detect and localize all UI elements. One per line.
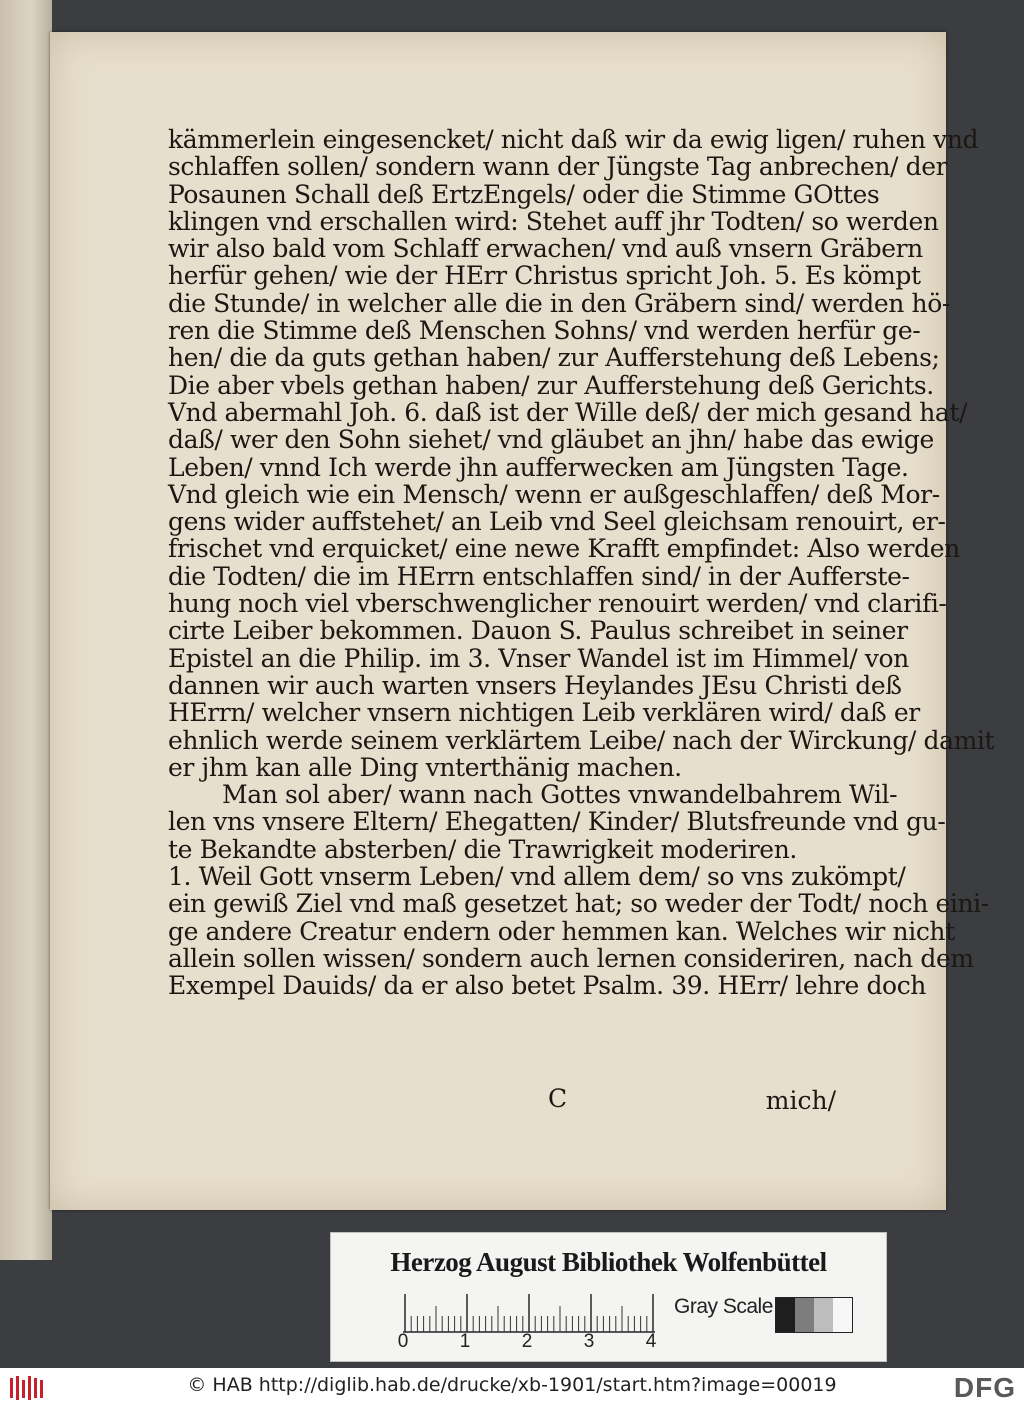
viewer-footer [0, 1368, 1024, 1406]
text-line: Man sol aber/ wann nach Gottes vnwandelbahrem Wil- [222, 780, 898, 810]
ruler-labels [397, 1331, 667, 1355]
previous-page-edge [0, 0, 52, 1260]
scale-ruler [403, 1293, 659, 1333]
text-line: ge andere Creatur endern oder hemmen kan. Welches wir nicht [168, 916, 955, 946]
text-line: daß/ wer den Sohn siehet/ vnd gläubet an jhn/ habe das ewige [168, 425, 934, 455]
page-footer-row [168, 1084, 836, 1114]
text-line: wir also bald vom Schlaff erwachen/ vnd auß vnsern Gräbern [168, 234, 923, 264]
text-line: te Bekandte absterben/ die Trawrigkeit moderiren. [168, 834, 797, 864]
text-line: Vnd abermahl Joh. 6. daß ist der Wille deß/ der mich gesand hat/ [168, 397, 968, 427]
text-line: ehnlich werde seinem verklärtem Leibe/ nach der Wirckung/ damit [168, 725, 995, 755]
source-link[interactable]: © HAB http://diglib.hab.de/drucke/xb-1901/start.htm?image=00019 [187, 1374, 837, 1396]
gray-scale-label: Gray Scale [674, 1295, 773, 1318]
signature-mark: C [548, 1084, 568, 1113]
text-line: hen/ die da guts gethan haben/ zur Aufferstehung deß Lebens; [168, 343, 940, 373]
text-line: 1. Weil Gott vnserm Leben/ vnd allem dem/ so vns zukömpt/ [168, 862, 906, 892]
text-line: len vns vnsere Eltern/ Ehegatten/ Kinder/ Blutsfreunde vnd gu- [168, 807, 946, 837]
gray-swatch [776, 1298, 795, 1332]
text-line: HErrn/ welcher vnsern nichtigen Leib verklären wird/ daß er [168, 698, 920, 728]
ruler-number: 4 [645, 1331, 657, 1352]
library-name: Herzog August Bibliothek Wolfenbüttel [390, 1247, 827, 1277]
text-line: schlaffen sollen/ sondern wann der Jüngste Tag anbrechen/ der [168, 152, 948, 182]
gray-swatch [814, 1298, 833, 1332]
text-line: ein gewiß Ziel vnd maß gesetzet hat; so weder der Todt/ noch eini- [168, 889, 989, 919]
text-line: cirte Leiber bekommen. Dauon S. Paulus schreibet in seiner [168, 616, 908, 646]
text-line: kämmerlein eingesencket/ nicht daß wir da ewig ligen/ ruhen vnd [168, 125, 979, 154]
text-line: die Todten/ die im HErrn entschlaffen sind/ in der Aufferste- [168, 561, 910, 591]
ruler-number: 0 [397, 1331, 409, 1352]
gray-swatch [795, 1298, 814, 1332]
text-line: er jhm kan alle Ding vnterthänig machen. [168, 752, 682, 782]
text-line: Exempel Dauids/ da er also betet Psalm. 39. HErr/ lehre doch [168, 971, 926, 1001]
text-line: Vnd gleich wie ein Mensch/ wenn er außgeschlaffen/ deß Mor- [168, 479, 940, 509]
book-page [50, 32, 995, 1210]
text-line: hung noch viel vberschwenglicher renouirt werden/ vnd clarifi- [168, 589, 947, 619]
text-line: Posaunen Schall deß ErtzEngels/ oder die Stimme GOttes [168, 179, 880, 209]
library-label [330, 1232, 887, 1362]
gray-swatch [833, 1298, 852, 1332]
text-line: Epistel an die Philip. im 3. Vnser Wandel ist im Himmel/ von [168, 643, 909, 673]
page-text [168, 125, 995, 1001]
ruler-number: 1 [459, 1331, 471, 1352]
text-line: die Stunde/ in welcher alle die in den Gräbern sind/ werden hö- [168, 288, 950, 318]
text-line: frischet vnd erquicket/ eine newe Krafft empfindet: Also werden [168, 534, 960, 564]
text-line: ren die Stimme deß Menschen Sohns/ vnd werden herfür ge- [168, 316, 921, 346]
text-line: allein sollen wissen/ sondern auch lernen consideriren, nach dem [168, 943, 974, 973]
text-line: Leben/ vnnd Ich werde jhn aufferwecken am Jüngsten Tage. [168, 452, 909, 482]
text-line: Die aber vbels gethan haben/ zur Aufferstehung deß Gerichts. [168, 370, 934, 400]
gray-scale-swatches [775, 1297, 853, 1333]
text-line: klingen vnd erschallen wird: Stehet auff jhr Todten/ so werden [168, 206, 939, 236]
text-line: gens wider auffstehet/ an Leib vnd Seel gleichsam renouirt, er- [168, 507, 946, 537]
text-line: herfür gehen/ wie der HErr Christus spricht Joh. 5. Es kömpt [168, 261, 921, 291]
dfg-logo: DFG [953, 1372, 1016, 1403]
ruler-number: 3 [583, 1331, 595, 1352]
text-line: dannen wir auch warten vnsers Heylandes JEsu Christi deß [168, 670, 902, 700]
ruler-number: 2 [521, 1331, 533, 1352]
catchword: mich/ [765, 1086, 836, 1115]
